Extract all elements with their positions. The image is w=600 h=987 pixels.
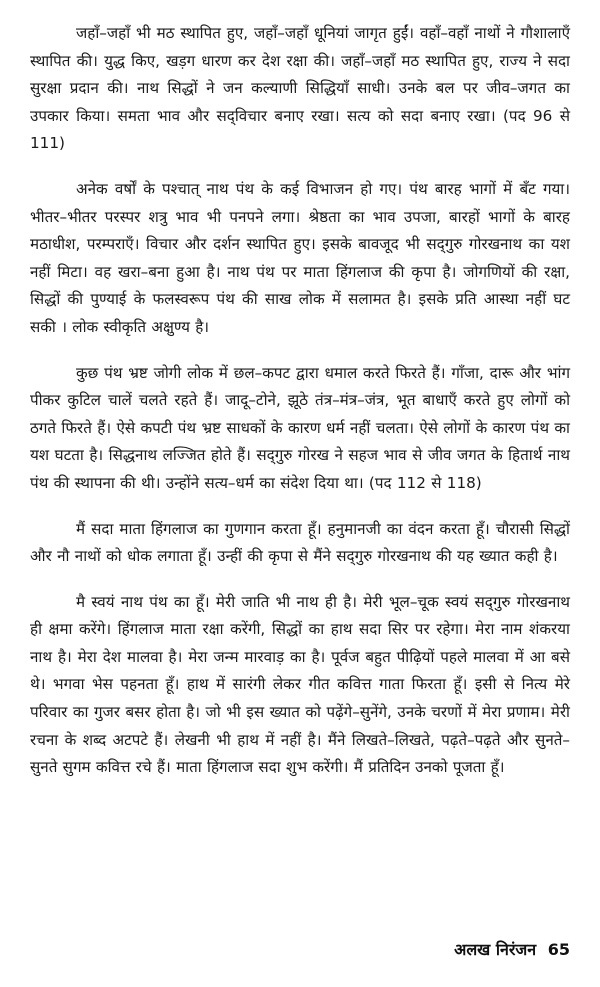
book-title: अलख निरंजन: [454, 940, 537, 959]
paragraph-5: मै स्वयं नाथ पंथ का हूँ। मेरी जाति भी नाथ ही है। मेरी भूल–चूक स्वयं सद्‌गुरु गोरखनाथ ही क्षमा करेंगे। हिंगलाज माता रक्षा करेंगी, सिद्धों का हाथ सदा सिर पर रहेगा। मेरा नाम शंकरया नाथ है। मेरा देश मालवा है। मेरा जन्म मारवाड़ का है। पूर्वज बहुत पीढ़ियों पहले मालवा में आ बसे थे। भगवा भेस पहनता हूँ। हाथ में सारंगी लेकर गीत कवित्त गाता फिरता हूँ। इसी से नित्य मेरे परिवार का गुजर बसर होता है। जो भी इस ख्यात को पढ़ेंगे–सुनेंगे, उनके चरणों में मेरा प्रणाम। मेरी रचना के शब्द अटपटे हैं। लेखनी भी हाथ में नहीं है। मैंने लिखते–लिखते, पढ़ते–पढ़ते और सुनते–सुनते सुगम कवित्त रचे हैं। माता हिंगलाज सदा शुभ करेंगी। मैं प्रतिदिन उनको पूजता हूँ।: [30, 592, 570, 777]
paragraph-1: जहाँ–जहाँ भी मठ स्थापित हुए, जहाँ–जहाँ धूनियां जागृत हुईं। वहाँ–वहाँ नाथों ने गौशालाएँ स्थापित की। युद्ध किए, खड़ग धारण कर देश रक्षा की। जहाँ–जहाँ मठ स्थापित हुए, राज्य ने सदा सुरक्षा प्रदान की। नाथ सिद्धों ने जन कल्याणी सिद्धियाँ साधी। उनके बल पर जीव–जगत का उपकार किया। समता भाव और सद्‌विचार बनाए रखा। सत्य को सदा बनाए रखा। (पद 96 से 111): [30, 24, 570, 153]
paragraph-2: अनेक वर्षों के पश्चात् नाथ पंथ के कई विभाजन हो गए। पंथ बारह भागों में बँट गया। भीतर–भीतर परस्पर शत्रु भाव भी पनपने लगा। श्रेष्ठता का भाव उपजा, बारहों भागों के बारह मठाधीश, परम्पराएँ। विचार और दर्शन स्थापित हुए। इसके बावजूद भी सद्‌गुरु गोरखनाथ का यश नहीं मिटा। वह खरा–बना हुआ है। नाथ पंथ पर माता हिंगलाज की कृपा है। जोगणियों की रक्षा, सिद्धों की पुण्याई के फलस्वरूप पंथ की साख लोक में सलामत है। इसके प्रति आस्था नहीं घट सकी । लोक स्वीकृति अक्षुण्य है।: [30, 179, 570, 336]
page-footer: [454, 938, 570, 960]
page-number: 65: [547, 940, 570, 959]
paragraph-3: कुछ पंथ भ्रष्ट जोगी लोक में छल–कपट द्वारा धमाल करते फिरते हैं। गाँजा, दारू और भांग पीकर कुटिल चालें चलते रहते हैं। जादू–टोने, झूठे तंत्र–मंत्र–जंत्र, भूत बाधाएँ करते हुए लोगों को ठगते फिरते हैं। ऐसे कपटी पंथ भ्रष्ट साधकों के कारण धर्म नहीं चलता। ऐसे लोगों के कारण पंथ का यश घटता है। सिद्धनाथ लज्जित होते हैं। सद्‌गुरु गोरख ने सहज भाव से जीव जगत के हितार्थ नाथ पंथ की स्थापना की थी। उन्होंने सत्य–धर्म का संदेश दिया था। (पद 112 से 118): [30, 363, 570, 492]
paragraph-4: मैं सदा माता हिंगलाज का गुणगान करता हूँ। हनुमानजी का वंदन करता हूँ। चौरासी सिद्धों और नौ नाथों को धोक लगाता हूँ। उन्हीं की कृपा से मैंने सद्‌गुरु गोरखनाथ की यह ख्यात कही है।: [30, 519, 570, 566]
